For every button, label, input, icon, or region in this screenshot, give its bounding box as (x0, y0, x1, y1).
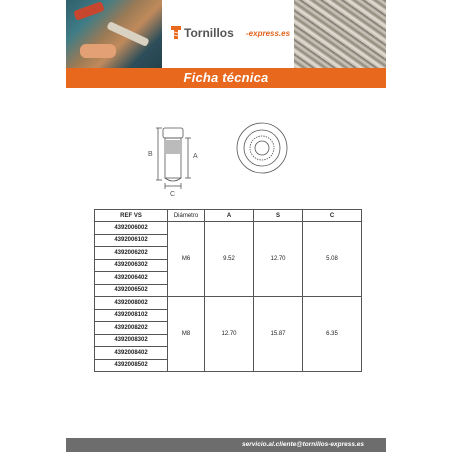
side-view (156, 128, 191, 189)
technical-drawing (136, 118, 336, 198)
logo-text: Tornillos (184, 26, 234, 40)
col-a: A (205, 210, 254, 222)
table-row (95, 297, 362, 310)
ref-cell: 4392006402 (95, 272, 168, 285)
header (66, 0, 386, 68)
ref-cell: 4392006002 (95, 222, 168, 235)
logo-suffix: -express.es (246, 29, 291, 38)
diametro-cell: M8 (168, 297, 205, 372)
s-cell: 15.87 (254, 297, 303, 372)
screw-logo-icon (170, 26, 182, 40)
ref-cell: 4392008002 (95, 297, 168, 310)
logo (170, 24, 294, 44)
front-view (237, 123, 287, 173)
c-cell: 5.08 (303, 222, 362, 297)
ref-cell: 4392006502 (95, 284, 168, 297)
ref-cell: 4392008302 (95, 334, 168, 347)
label-b: B (148, 151, 153, 158)
label-a: A (193, 153, 198, 160)
footer-bar (66, 438, 386, 452)
table-header-row (95, 210, 362, 222)
table-row (95, 222, 362, 235)
ref-cell: 4392006302 (95, 259, 168, 272)
diametro-cell: M6 (168, 222, 205, 297)
page (66, 0, 386, 452)
screws-photo (294, 0, 386, 68)
ref-cell: 4392008502 (95, 359, 168, 372)
col-s: S (254, 210, 303, 222)
ref-cell: 4392008202 (95, 322, 168, 335)
ref-cell: 4392008402 (95, 347, 168, 360)
spec-table (94, 209, 362, 372)
col-diametro: Diámetro (168, 210, 205, 222)
col-c: C (303, 210, 362, 222)
c-cell: 6.35 (303, 297, 362, 372)
col-ref: REF VS (95, 210, 168, 222)
ref-cell: 4392006202 (95, 247, 168, 260)
tools-photo (66, 0, 162, 68)
ref-cell: 4392006102 (95, 234, 168, 247)
a-cell: 12.70 (205, 297, 254, 372)
label-c: C (170, 191, 176, 198)
page-title: Ficha técnica (183, 70, 269, 85)
a-cell: 9.52 (205, 222, 254, 297)
footer-email[interactable]: servicio.al.cliente@tornillos-express.es (242, 441, 364, 448)
s-cell: 12.70 (254, 222, 303, 297)
ref-cell: 4392008102 (95, 309, 168, 322)
